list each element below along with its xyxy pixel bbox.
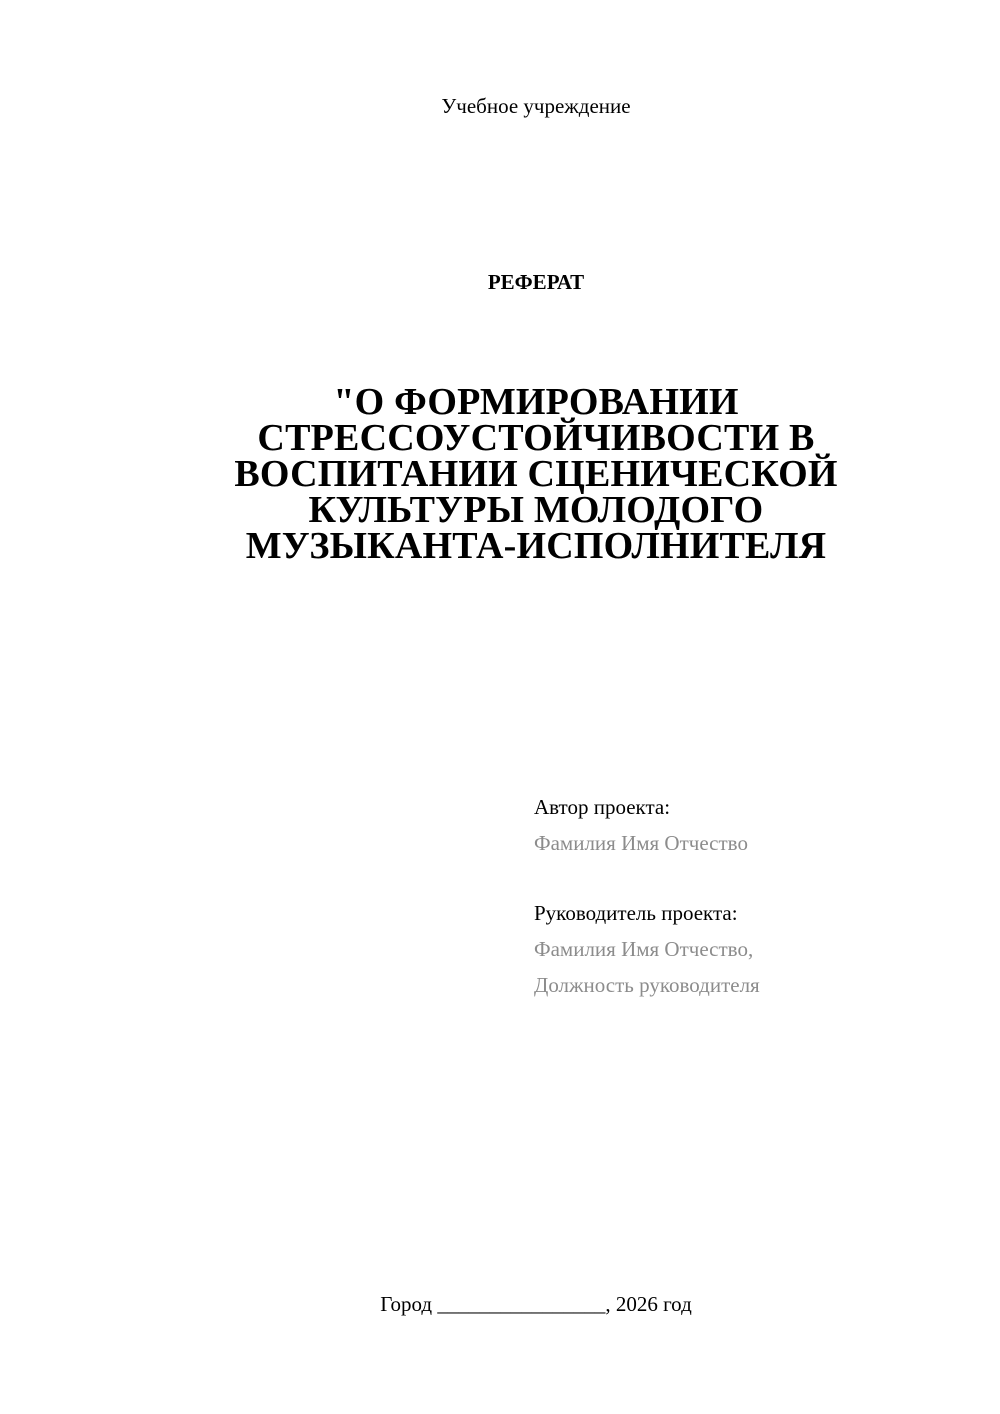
supervisor-name: Фамилия Имя Отчество, (534, 937, 754, 961)
author-name: Фамилия Имя Отчество (534, 831, 748, 855)
spacer (534, 861, 974, 895)
project-info (534, 789, 974, 1003)
supervisor-position: Должность руководителя (534, 973, 760, 997)
title-line: ВОСПИТАНИИ СЦЕНИЧЕСКОЙ (234, 453, 838, 495)
title-line: МУЗЫКАНТА-ИСПОЛНИТЕЛЯ (245, 525, 827, 567)
city-year-footer: Город ________________, 2026 год (380, 1292, 692, 1316)
author-label: Автор проекта: (534, 795, 671, 819)
document-type: РЕФЕРАТ (487, 270, 585, 294)
supervisor-label: Руководитель проекта: (534, 901, 738, 925)
institution-name: Учебное учреждение (441, 94, 631, 118)
document-title (200, 381, 872, 567)
title-line: КУЛЬТУРЫ МОЛОДОГО (308, 489, 764, 531)
title-line: СТРЕССОУСТОЙЧИВОСТИ В (257, 417, 815, 459)
title-line: "О ФОРМИРОВАНИИ (333, 381, 739, 423)
